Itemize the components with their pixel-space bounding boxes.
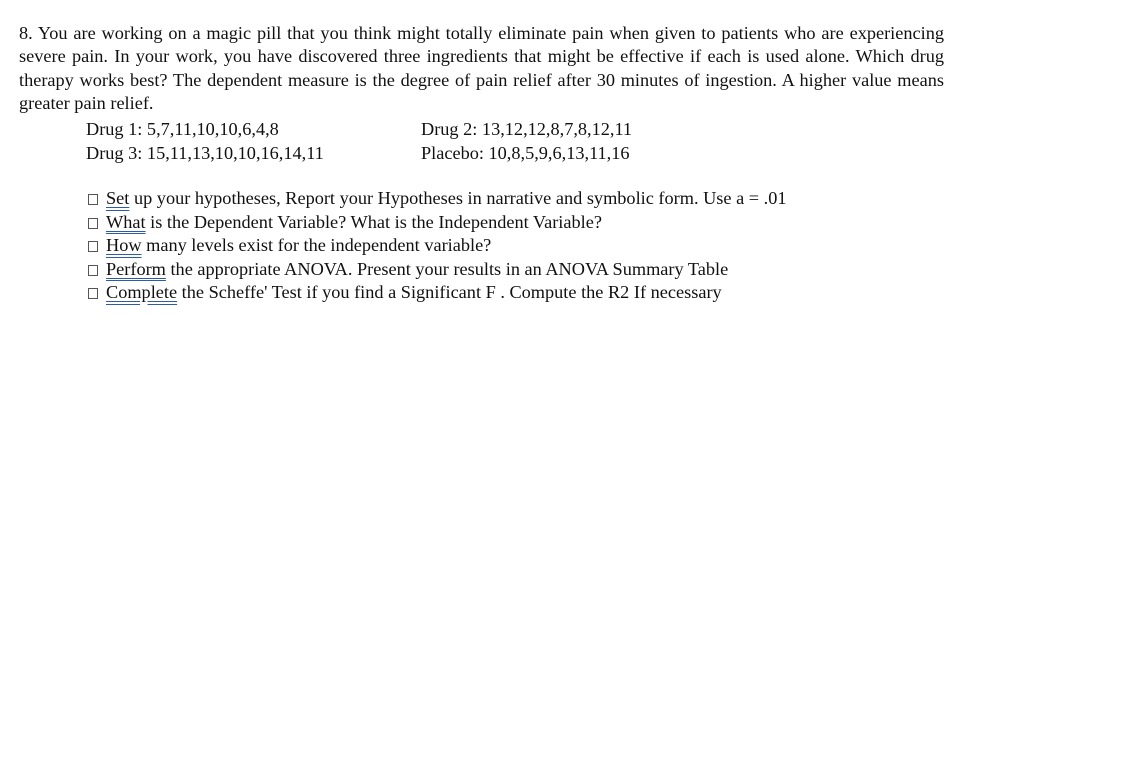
task-link[interactable] [86,282,177,302]
task-text: up your hypotheses, Report your Hypotheses in narrative and symbolic form. Use a = .01 [129,188,787,208]
task-text: many levels exist for the independent variable? [141,235,492,255]
drug-1-scores: Drug 1: 5,7,11,10,10,6,4,8 [86,119,279,139]
task-link[interactable] [86,259,166,279]
task-lead: What [106,211,146,232]
drug-2-scores: Drug 2: 13,12,12,8,7,8,12,11 [421,119,633,139]
question-text: 8. You are working on a magic pill that you think might totally eliminate pain when given to patients who are experiencing severe pain. In your work, you have discovered three ingredients that might be effective if each is used alone. Which drug therapy works best? The dependent measure is the degree of pain relief after 30 minutes of ingestion. A higher value means greater pain relief. [19,23,944,114]
drug-3-scores: Drug 3: 15,11,13,10,10,16,14,11 [86,143,324,163]
task-list [86,187,787,305]
task-lead: Complete [106,282,178,302]
task-text: the Scheffe' Test if you find a Significant F . Compute the R2 If necessary [177,282,722,302]
task-link[interactable] [86,212,146,232]
task-lead: Perform [106,258,166,279]
task-lead: Set [106,188,130,208]
checkbox-icon [88,288,98,299]
task-levels [86,234,787,258]
checkbox-icon [88,241,98,252]
checkbox-icon [88,194,98,205]
task-link[interactable] [86,188,129,208]
task-scheffe [86,281,787,305]
task-text: is the Dependent Variable? What is the Independent Variable? [145,211,602,232]
task-anova [86,258,787,282]
task-link[interactable] [86,235,142,255]
task-hypotheses [86,187,787,211]
checkbox-icon [88,265,98,276]
task-variables [86,211,787,235]
checkbox-icon [88,218,98,229]
placebo-scores: Placebo: 10,8,5,9,6,13,11,16 [421,143,630,163]
task-lead: How [106,235,142,255]
task-text: the appropriate ANOVA. Present your results in an ANOVA Summary Table [165,258,729,279]
